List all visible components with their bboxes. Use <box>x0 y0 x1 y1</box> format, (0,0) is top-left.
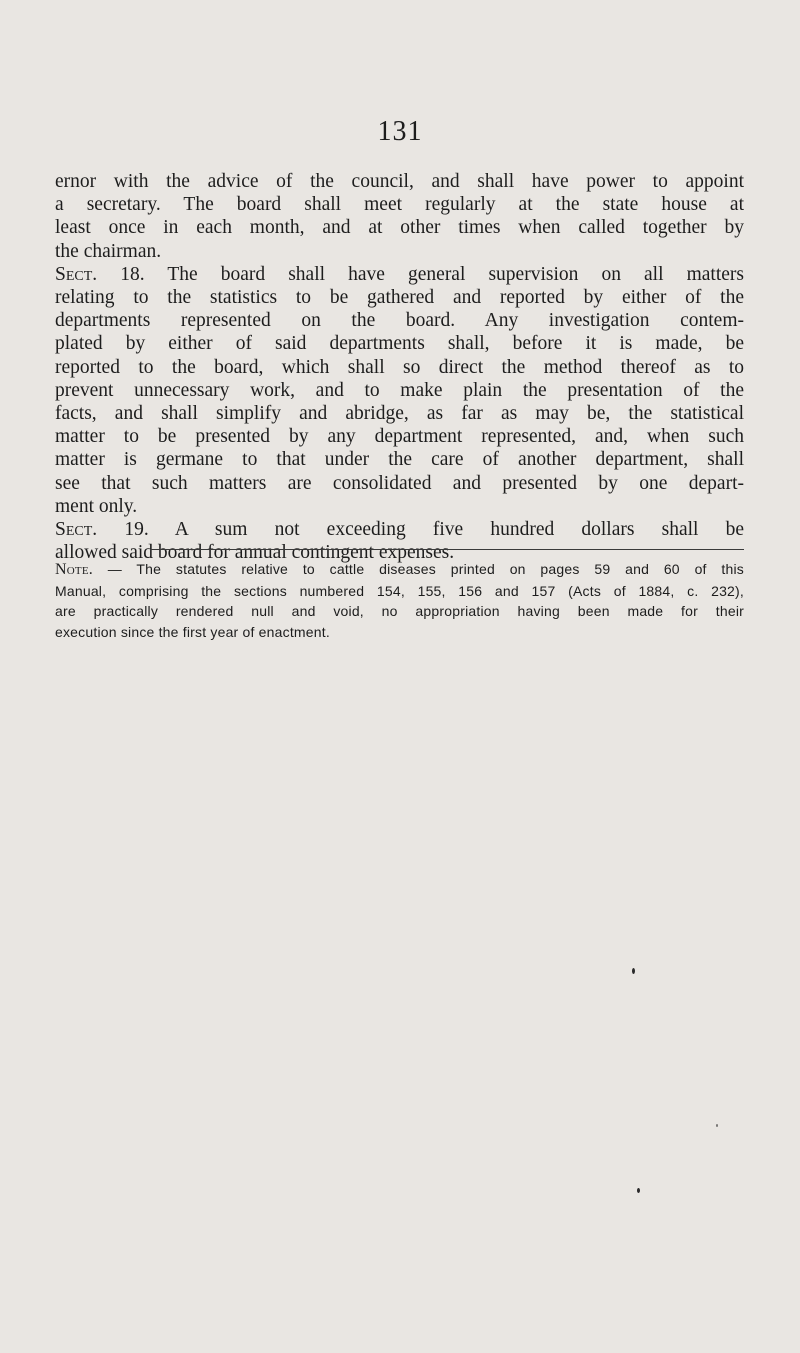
section-label: Sect. <box>55 519 98 541</box>
footnote-line: execution since the first year of enactment. <box>55 623 330 640</box>
page-number: 131 <box>377 116 423 147</box>
paper-speck <box>716 1124 718 1127</box>
text-fragment: — The statutes relative to cattle diseases printed on pages 59 and 60 of this <box>92 561 744 577</box>
paragraph-section-19 <box>55 518 744 564</box>
text-line: matter to be presented by any department represented, and, when such <box>55 426 744 448</box>
text-line <box>55 263 744 286</box>
footnote-line <box>55 559 744 581</box>
text-line: relating to the statistics to be gathered and reported by either of the <box>55 287 744 309</box>
text-fragment: 19. A sum not exceeding five hundred dollars shall be <box>97 519 744 541</box>
text-line: prevent unnecessary work, and to make plain the presentation of the <box>55 379 744 401</box>
body-text <box>55 170 744 564</box>
paper-speck <box>637 1188 640 1193</box>
note-label: Note. <box>55 561 93 578</box>
text-fragment: 18. The board shall have general supervision on all matters <box>97 263 744 285</box>
footnote-line: are practically rendered null and void, no appropriation having been made for their <box>55 603 744 619</box>
text-line: see that such matters are consolidated and presented by one depart- <box>55 472 744 494</box>
text-line: departments represented on the board. Any investigation contem- <box>55 310 744 332</box>
section-label: Sect. <box>55 263 98 285</box>
text-line: facts, and shall simplify and abridge, as far as may be, the statistical <box>55 403 744 425</box>
paragraph-1 <box>55 170 744 263</box>
footnote-line: Manual, comprising the sections numbered 154, 155, 156 and 157 (Acts of 1884, c. 232), <box>55 582 744 599</box>
text-line <box>55 518 744 541</box>
text-line: ment only. <box>55 495 138 517</box>
text-line: ernor with the advice of the council, and shall have power to appoint <box>55 171 744 192</box>
text-line: least once in each month, and at other times when called together by <box>55 217 744 239</box>
text-line: matter is germane to that under the care of another department, shall <box>55 449 744 471</box>
text-line: a secretary. The board shall meet regularly at the state house at <box>55 194 744 216</box>
paper-speck <box>632 968 635 974</box>
text-line: allowed said board for annual contingent expenses. <box>55 542 455 564</box>
text-line: reported to the board, which shall so direct the method thereof as to <box>55 356 744 378</box>
divider-rule <box>150 549 744 550</box>
footnote <box>55 559 744 642</box>
text-line: plated by either of said departments shall, before it is made, be <box>55 333 744 355</box>
text-line: the chairman. <box>55 240 162 262</box>
paragraph-section-18 <box>55 263 744 518</box>
